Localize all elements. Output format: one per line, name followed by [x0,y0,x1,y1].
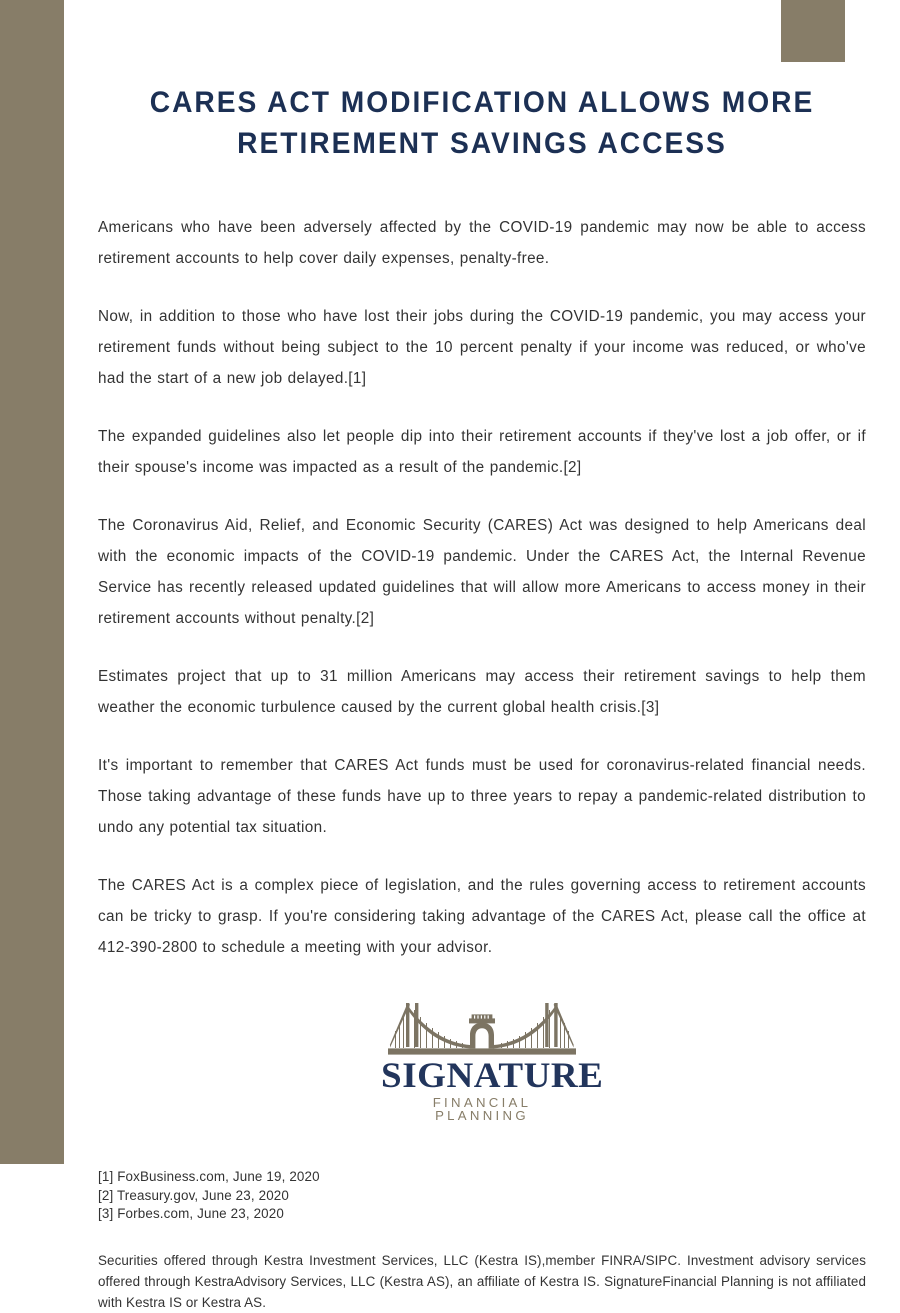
company-logo [98,1001,866,1122]
page-title: CARES ACT MODIFICATION ALLOWS MORE RETIREMENT SAVINGS ACCESS [149,86,815,161]
body-text [98,212,866,963]
paragraph: Estimates project that up to 31 million Americans may access their retirement savings to help them weather the economic turbulence caused by the current global health crisis.[3] [98,667,866,716]
footnote-item: [1] FoxBusiness.com, June 19, 2020 [98,1169,320,1185]
suspension-bridge-icon [384,1001,580,1057]
paragraph: The CARES Act is a complex piece of legislation, and the rules governing access to retirement accounts can be tricky to grasp. If you're considering taking advantage of the CARES Act, please call the office at 412-390-2800 to schedule a meeting with your advisor. [98,876,866,956]
paragraph: It's important to remember that CARES Act funds must be used for coronavirus-related financial needs. Those taking advantage of these funds have up to three years to repay a pandemic-related distribution to undo any potential tax situation. [98,756,866,836]
paragraph: The expanded guidelines also let people dip into their retirement accounts if they've lost a job offer, or if their spouse's income was impacted as a result of the pandemic.[2] [98,427,866,476]
logo-inner [381,1001,604,1123]
paragraph: Now, in addition to those who have lost their jobs during the COVID-19 pandemic, you may access your retirement funds without being subject to the 10 percent penalty if your income was reduced, or who've had the start of a new job delayed.[1] [98,307,866,387]
paragraph: The Coronavirus Aid, Relief, and Economic Security (CARES) Act was designed to help Americans deal with the economic impacts of the COVID-19 pandemic. Under the CARES Act, the Internal Revenue Service has recently released updated guidelines that will allow more Americans to access money in their retirement accounts without penalty.[2] [98,516,866,627]
paragraph: Americans who have been adversely affected by the COVID-19 pandemic may now be able to access retirement accounts to help cover daily expenses, penalty-free. [98,218,866,267]
logo-tagline: FINANCIAL PLANNING [432,1094,532,1123]
left-accent-bar [0,0,64,1164]
logo-company-name: SIGNATURE [381,1054,604,1095]
compliance-disclaimer: Securities offered through Kestra Investment Services, LLC (Kestra IS),member FINRA/SIPC. Investment advisory services offered through KestraAdvisory Services, LLC (Kestra AS), an affiliate of Kestra IS. SignatureFinancial Planning is not affiliated with Kestra IS or Kestra AS. [98,1252,866,1310]
footnote-item: [3] Forbes.com, June 23, 2020 [98,1206,284,1222]
footnote-item: [2] Treasury.gov, June 23, 2020 [98,1187,289,1203]
footnotes-list [98,1168,866,1224]
document-content [98,0,866,1310]
